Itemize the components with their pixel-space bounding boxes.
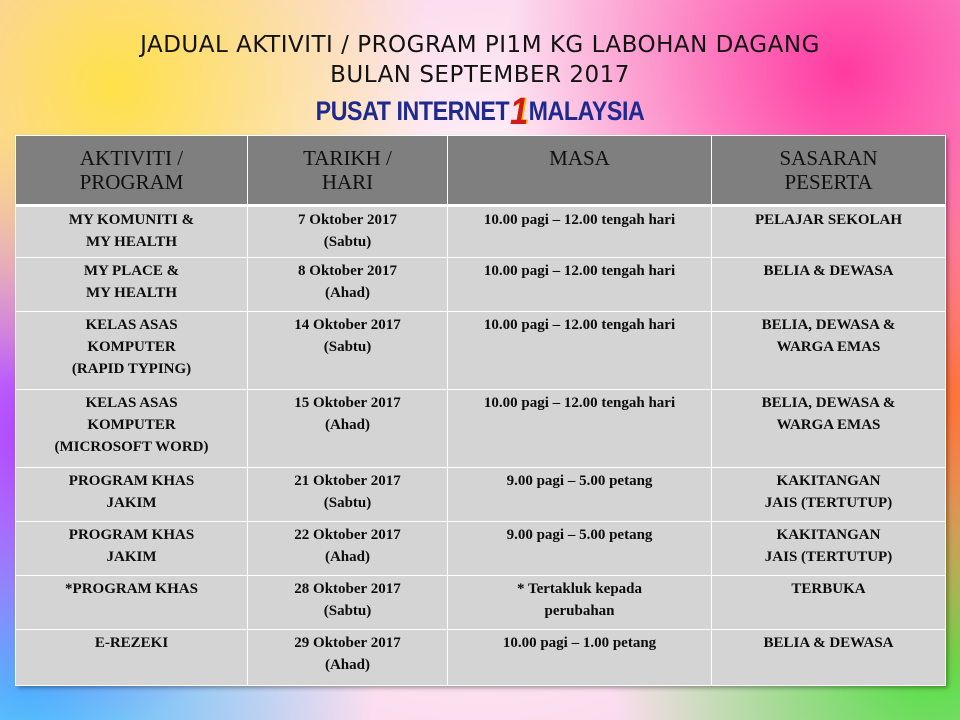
cell-text-line: KAKITANGAN xyxy=(776,527,881,543)
cell-sasaran xyxy=(712,522,946,576)
cell-aktiviti xyxy=(16,522,248,576)
cell-text-line: MY HEALTH xyxy=(86,285,177,301)
table-row xyxy=(16,206,946,258)
column-header-masa xyxy=(448,136,712,206)
cell-text-line: 22 Oktober 2017 xyxy=(294,527,401,543)
cell-text-line: JAIS (TERTUTUP) xyxy=(764,495,893,511)
cell-text-line: 10.00 pagi – 12.00 tengah hari xyxy=(483,263,676,279)
cell-text-line: KELAS ASAS xyxy=(85,317,178,333)
table-row xyxy=(16,468,946,522)
cell-aktiviti xyxy=(16,468,248,522)
column-header-sasaran xyxy=(712,136,946,206)
table-row xyxy=(16,630,946,686)
column-header-tarikh xyxy=(248,136,448,206)
cell-text-line: MY PLACE & xyxy=(83,263,180,279)
cell-text-line: 9.00 pagi – 5.00 petang xyxy=(506,527,653,543)
cell-text-line: * Tertakluk kepada xyxy=(516,581,643,597)
cell-text-line: E-REZEKI xyxy=(94,635,169,651)
cell-text-line: PROGRAM KHAS xyxy=(68,527,195,543)
cell-sasaran xyxy=(712,258,946,312)
column-header-line: PROGRAM xyxy=(79,170,184,194)
cell-text-line: KELAS ASAS xyxy=(85,395,178,411)
cell-text-line: *PROGRAM KHAS xyxy=(65,581,198,597)
column-header-line: PESERTA xyxy=(784,170,873,194)
cell-aktiviti xyxy=(16,312,248,390)
cell-text-line: (Sabtu) xyxy=(323,603,372,619)
cell-text-line: (MICROSOFT WORD) xyxy=(54,439,209,455)
cell-masa xyxy=(448,576,712,630)
cell-text-line: BELIA & DEWASA xyxy=(763,263,894,279)
cell-aktiviti xyxy=(16,206,248,258)
cell-text-line: 10.00 pagi – 1.00 petang xyxy=(502,635,657,651)
logo-text-malaysia: MALAYSIA xyxy=(528,96,645,126)
cell-tarikh xyxy=(248,468,448,522)
cell-text-line: JAKIM xyxy=(106,549,157,565)
table-row xyxy=(16,258,946,312)
column-header-line: MASA xyxy=(549,146,610,170)
cell-text-line: 8 Oktober 2017 xyxy=(298,263,397,279)
cell-tarikh xyxy=(248,312,448,390)
cell-masa xyxy=(448,522,712,576)
cell-aktiviti xyxy=(16,258,248,312)
cell-text-line: BELIA & DEWASA xyxy=(763,635,894,651)
cell-text-line: TERBUKA xyxy=(791,581,866,597)
cell-text-line: (Ahad) xyxy=(324,285,370,301)
table-row xyxy=(16,522,946,576)
cell-text-line: KAKITANGAN xyxy=(776,473,881,489)
cell-text-line: 10.00 pagi – 12.00 tengah hari xyxy=(483,395,676,411)
schedule-table-header xyxy=(16,136,946,206)
table-row xyxy=(16,390,946,468)
cell-tarikh xyxy=(248,522,448,576)
cell-text-line: BELIA, DEWASA & xyxy=(761,395,896,411)
cell-masa xyxy=(448,468,712,522)
cell-text-line: MY HEALTH xyxy=(86,234,177,250)
column-header-aktiviti xyxy=(16,136,248,206)
cell-text-line: BELIA, DEWASA & xyxy=(761,317,896,333)
cell-text-line: 10.00 pagi – 12.00 tengah hari xyxy=(483,317,676,333)
cell-text-line: PELAJAR SEKOLAH xyxy=(754,212,903,228)
cell-text-line: (Ahad) xyxy=(324,549,370,565)
logo-text-pusat-internet: PUSAT INTERNET xyxy=(315,96,510,126)
cell-text-line: perubahan xyxy=(544,603,615,619)
cell-text-line: KOMPUTER xyxy=(87,417,176,433)
cell-text-line: 10.00 pagi – 12.00 tengah hari xyxy=(483,212,676,228)
table-row xyxy=(16,576,946,630)
cell-masa xyxy=(448,390,712,468)
cell-text-line: 15 Oktober 2017 xyxy=(294,395,401,411)
cell-aktiviti xyxy=(16,390,248,468)
schedule-table-body xyxy=(16,206,946,686)
cell-sasaran xyxy=(712,312,946,390)
cell-sasaran xyxy=(712,468,946,522)
cell-text-line: WARGA EMAS xyxy=(776,417,881,433)
column-header-line: HARI xyxy=(321,170,374,194)
cell-tarikh xyxy=(248,390,448,468)
cell-text-line: WARGA EMAS xyxy=(776,339,881,355)
cell-aktiviti xyxy=(16,576,248,630)
cell-tarikh xyxy=(248,206,448,258)
table-row xyxy=(16,312,946,390)
cell-text-line: MY KOMUNITI & xyxy=(68,212,195,228)
cell-text-line: 29 Oktober 2017 xyxy=(294,635,401,651)
cell-text-line: JAIS (TERTUTUP) xyxy=(764,549,893,565)
cell-text-line: JAKIM xyxy=(106,495,157,511)
header-row xyxy=(16,136,946,206)
logo-one-mark: 1 xyxy=(510,91,528,133)
schedule-table xyxy=(15,135,946,686)
cell-masa xyxy=(448,206,712,258)
cell-text-line: KOMPUTER xyxy=(87,339,176,355)
cell-text-line: 28 Oktober 2017 xyxy=(294,581,401,597)
cell-masa xyxy=(448,258,712,312)
cell-sasaran xyxy=(712,390,946,468)
page-title: JADUAL AKTIVITI / PROGRAM PI1M KG LABOHAN DAGANG xyxy=(140,32,820,58)
column-header-line: AKTIVITI / xyxy=(79,146,184,170)
cell-masa xyxy=(448,312,712,390)
cell-aktiviti xyxy=(16,630,248,686)
cell-tarikh xyxy=(248,258,448,312)
cell-text-line: 21 Oktober 2017 xyxy=(294,473,401,489)
cell-sasaran xyxy=(712,576,946,630)
page-subtitle: BULAN SEPTEMBER 2017 xyxy=(330,62,630,88)
column-header-line: SASARAN xyxy=(779,146,878,170)
cell-masa xyxy=(448,630,712,686)
cell-text-line: (Sabtu) xyxy=(323,495,372,511)
pusat-internet-malaysia-logo xyxy=(67,91,893,133)
cell-tarikh xyxy=(248,630,448,686)
cell-sasaran xyxy=(712,630,946,686)
cell-text-line: (RAPID TYPING) xyxy=(71,361,192,377)
cell-sasaran xyxy=(712,206,946,258)
cell-tarikh xyxy=(248,576,448,630)
cell-text-line: (Ahad) xyxy=(324,417,370,433)
cell-text-line: 7 Oktober 2017 xyxy=(298,212,397,228)
column-header-line: TARIKH / xyxy=(303,146,392,170)
cell-text-line: (Ahad) xyxy=(324,657,370,673)
cell-text-line: (Sabtu) xyxy=(323,339,372,355)
cell-text-line: 14 Oktober 2017 xyxy=(294,317,401,333)
cell-text-line: (Sabtu) xyxy=(323,234,372,250)
cell-text-line: 9.00 pagi – 5.00 petang xyxy=(506,473,653,489)
cell-text-line: PROGRAM KHAS xyxy=(68,473,195,489)
